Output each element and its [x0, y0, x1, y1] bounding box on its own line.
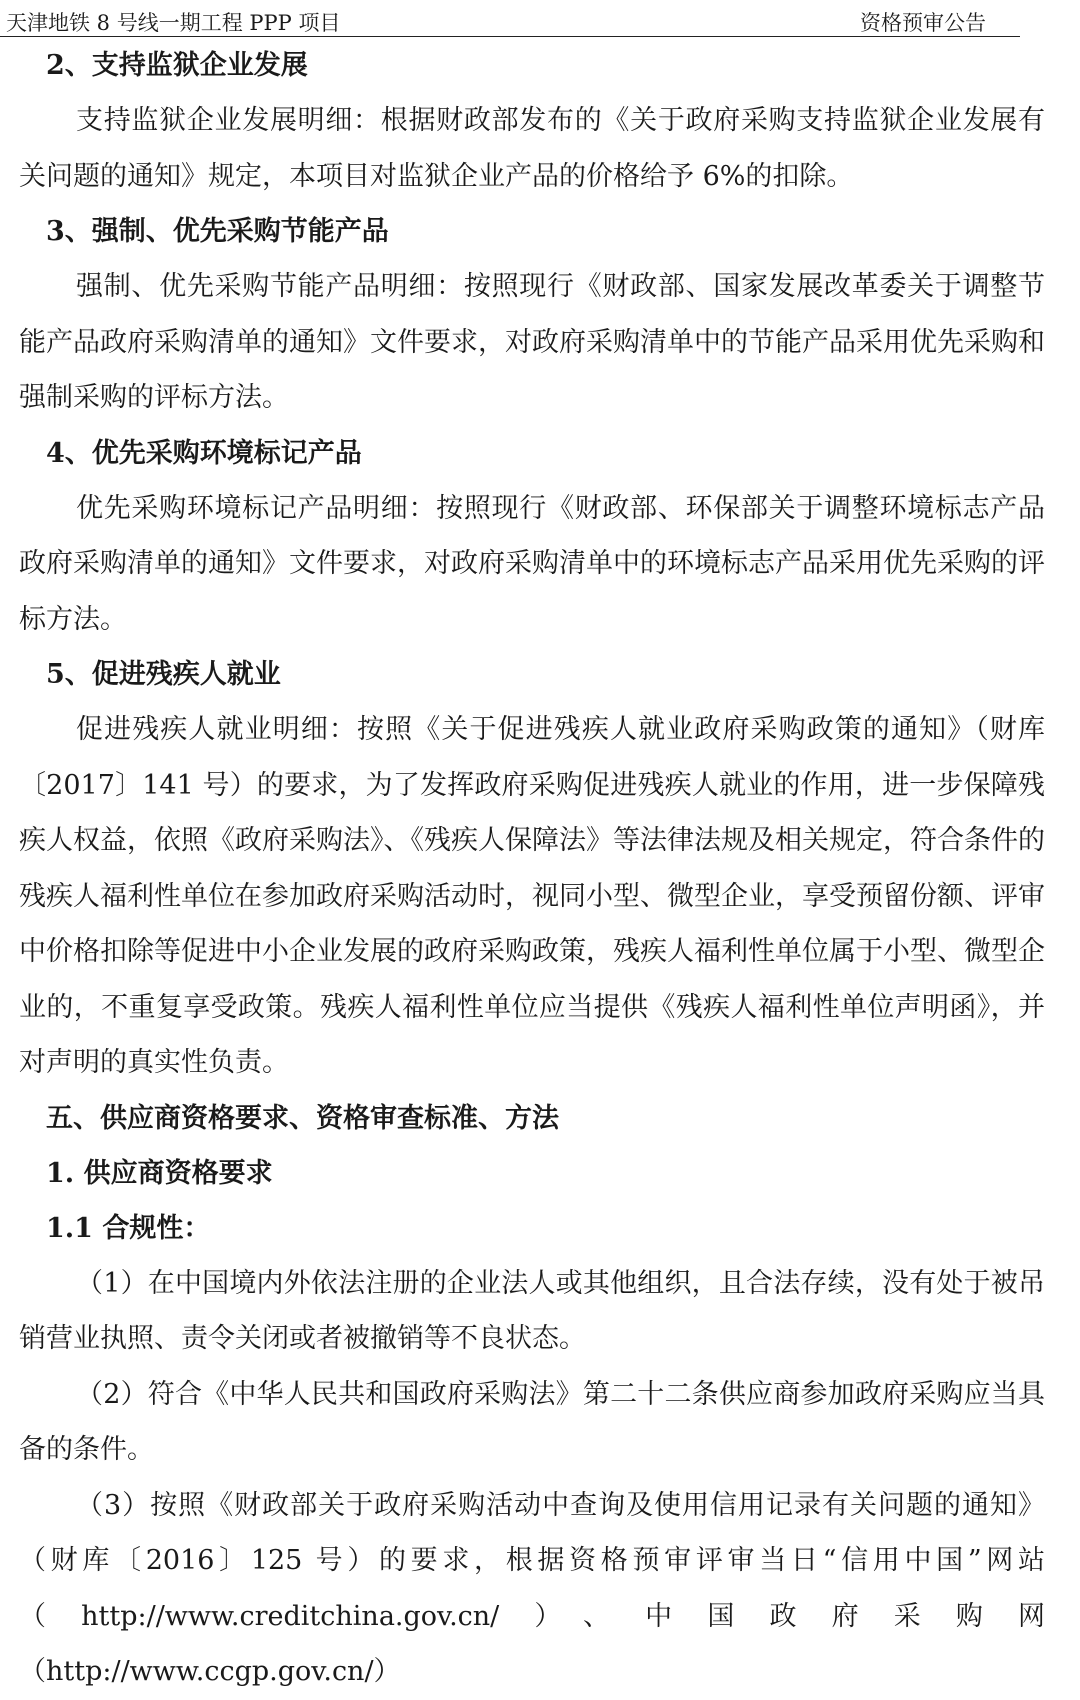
page-header: [0, 0, 1020, 37]
section-heading-energy-saving: 3、强制、优先采购节能产品: [46, 216, 389, 247]
paragraph-environmental-label: 优先采购环境标记产品明细：按照现行《财政部、环保部关于调整环境标志产品政府采购清单的通知》文件要求，对政府采购清单中的环境标志产品采用优先采购的评标方法。: [19, 492, 1045, 635]
document-body: [0, 38, 1045, 1700]
paragraph-energy-saving: 强制、优先采购节能产品明细：按照现行《财政部、国家发展改革委关于调整节能产品政府采购清单的通知》文件要求，对政府采购清单中的节能产品采用优先采购和强制采购的评标方法。: [19, 271, 1045, 413]
paragraph-compliance-1: （1）在中国境内外依法注册的企业法人或其他组织，且合法存续，没有处于被吊销营业执照、责令关闭或者被撤销等不良状态。: [19, 1267, 1045, 1354]
header-doc-type: 资格预审公告: [860, 11, 986, 35]
subheading-supplier-requirements: 1. 供应商资格要求: [46, 1157, 273, 1189]
section-heading-prison-enterprise: 2、支持监狱企业发展: [46, 50, 308, 81]
section-heading-environmental-label: 4、优先采购环境标记产品: [46, 437, 362, 469]
paragraph-compliance-3: （3）按照《财政部关于政府采购活动中查询及使用信用记录有关问题的通知》（财库〔2016〕125 号）的要求，根据资格预审评审当日“信用中国”网站（http://www.creditchina.gov.cn/）、中国政府采购网（http://www.ccgp.gov.cn/）: [19, 1489, 1045, 1687]
subheading-compliance: 1.1 合规性：: [46, 1212, 211, 1244]
chapter-heading-supplier-qualification: 五、供应商资格要求、资格审查标准、方法: [46, 1102, 559, 1134]
section-heading-disabled-employment: 5、促进残疾人就业: [46, 659, 281, 690]
paragraph-prison-enterprise: 支持监狱企业发展明细：根据财政部发布的《关于政府采购支持监狱企业发展有关问题的通知》规定，本项目对监狱企业产品的价格给予 6%的扣除。: [19, 105, 1045, 192]
paragraph-compliance-2: （2）符合《中华人民共和国政府采购法》第二十二条供应商参加政府采购应当具备的条件。: [19, 1378, 1045, 1465]
paragraph-disabled-employment: 促进残疾人就业明细：按照《关于促进残疾人就业政府采购政策的通知》（财库〔2017〕141 号）的要求，为了发挥政府采购促进残疾人就业的作用，进一步保障残疾人权益，依照《政府采购法》、《残疾人保障法》等法律法规及相关规定，符合条件的残疾人福利性单位在参加政府采购活动时，视同小型、微型企业，享受预留份额、评审中价格扣除等促进中小企业发展的政府采购政策，残疾人福利性单位属于小型、微型企业的，不重复享受政策。残疾人福利性单位应当提供《残疾人福利性单位声明函》，并对声明的真实性负责。: [19, 714, 1045, 1078]
header-project-title: 天津地铁 8 号线一期工程 PPP 项目: [6, 11, 341, 35]
